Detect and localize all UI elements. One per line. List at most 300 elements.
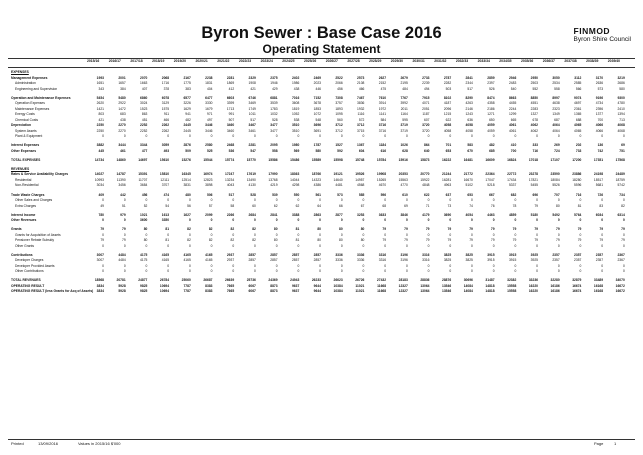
table-cell: 0 [492,243,495,248]
table-cell: 0 [557,263,560,268]
table-cell: 1986 [291,81,300,85]
column-header: 2022/23 [238,59,252,63]
table-cell: 2357 [552,252,560,257]
table-cell: 4175 [140,252,148,257]
table-row [0,134,643,139]
table-cell: 79 [447,227,452,232]
table-cell: 15770 [246,157,256,162]
table-cell: 610 [402,192,408,197]
table-cell: 0 [145,134,148,139]
table-cell: 9825 [140,289,148,294]
table-cell: 80 [556,203,560,208]
table-cell: 2011 [400,106,408,111]
column-header: 2029/30 [390,59,404,63]
table-cell: 3316 [422,258,430,263]
table-cell: 3336 [335,258,343,263]
table-cell: 3825 [465,252,473,257]
table-cell: 24943 [290,278,300,283]
row-label: Contributions [11,252,33,257]
table-cell: 0 [449,232,452,237]
table-cell: 0 [275,243,278,248]
table-cell: 3992 [400,101,408,106]
table-cell: 2281 [226,75,235,80]
table-cell: 548 [315,117,321,122]
table-cell: 1299 [508,112,517,117]
table-row [0,158,643,163]
table-cell: 4068 [617,123,625,128]
table-cell: 0 [601,243,604,248]
table-cell: 7610 [378,95,387,100]
table-cell: 0 [601,198,604,202]
table-cell: 572 [358,117,365,122]
table-cell: 2270 [118,128,126,133]
table-cell: 517 [250,117,256,122]
table-cell: 2244 [508,106,517,111]
table-cell: 79 [534,203,538,208]
table-cell: 11390 [116,177,126,182]
table-cell: 3344 [140,143,148,148]
table-cell: 26639 [225,278,235,283]
table-cell: 2445 [183,128,191,133]
table-cell: 1271 [487,112,495,117]
table-cell: 0 [102,218,104,223]
table-cell: 2238 [205,75,213,80]
table-cell: 0 [319,269,321,274]
table-cell: 2095 [270,143,278,148]
table-cell: 0 [405,218,408,223]
table-cell: 650 [489,117,495,122]
table-cell: 0 [601,218,604,223]
table-cell: 17047 [485,177,495,182]
table-cell: 2877 [335,212,343,217]
column-header: 2031/32 [434,59,447,63]
row-label: Other Revenues [11,218,37,223]
table-cell: 12327 [398,289,408,294]
table-cell: 2066 [335,81,343,85]
table-cell: 4066 [595,128,604,133]
table-cell: 5596 [574,183,582,188]
table-cell: 64 [317,203,321,208]
table-cell: 13064 [420,283,430,288]
table-cell: 1787 [313,143,321,148]
table-cell: 1215 [443,112,452,117]
table-cell: 4058 [443,123,452,128]
table-cell: 7665 [226,283,235,288]
table-cell: 0 [275,269,278,274]
table-cell: 2627 [378,75,387,80]
table-cell: 407 [141,86,148,91]
table-cell: 0 [210,263,213,268]
table-row [0,143,643,148]
table-cell: 56 [187,203,191,208]
table-cell: 0 [297,243,300,248]
table-cell: 670 [467,148,473,153]
row-label: Maintenance Expenses [15,106,50,111]
table-cell: 18568 [94,278,104,283]
row-label: Other Sales and Charges [15,198,53,202]
table-cell: 3316 [378,258,387,263]
table-cell: 81 [295,227,300,232]
table-cell: 79 [382,227,387,232]
table-cell: 2468 [226,143,235,148]
table-row [0,112,643,117]
table-cell: 0 [232,243,235,248]
table-cell: 16672 [615,283,625,288]
table-cell: 79 [621,238,625,243]
table-cell: 9644 [313,289,321,294]
table-cell: 17821 [528,177,538,182]
table-cell: 528 [272,117,278,122]
table-cell: 0 [297,232,300,237]
table-cell: 0 [579,134,582,139]
table-cell: 0 [362,243,365,248]
table-cell: 0 [362,134,365,139]
table-cell: 14640 [333,177,343,182]
row-label: Engineering and Supervision [15,86,58,91]
table-cell: 2252 [140,128,148,133]
table-cell: 9644 [313,283,321,288]
table-cell: 6577 [183,95,191,100]
row-label: Trade Waste Charges [11,192,45,197]
table-cell: 558 [554,86,560,91]
table-cell: 0 [557,243,560,248]
table-cell: 3112 [574,75,582,80]
row-label: Energy Costs [15,112,35,117]
table-cell: 6603 [226,95,235,100]
table-cell: 10384 [333,283,343,288]
table-cell: 0 [492,134,495,139]
table-cell: 14027 [94,172,104,177]
table-cell: 82 [208,227,213,232]
table-cell: 0 [579,263,582,268]
table-cell: 4059 [487,128,495,133]
table-cell: 8663 [508,95,517,100]
table-cell: 25736 [246,278,256,283]
table-cell: 3469 [248,101,256,106]
table-cell: 547 [250,148,256,153]
table-cell: 0 [601,232,604,237]
table-cell: 3846 [400,212,408,217]
table-cell: 526 [489,86,495,91]
table-cell: 79 [621,227,625,232]
table-cell: 0 [319,263,321,268]
table-cell: 780 [98,212,104,217]
table-cell: 4165 [205,258,213,263]
table-cell: 3914 [378,101,387,106]
table-cell: 1327 [530,112,538,117]
table-cell: 11668 [377,289,387,294]
table-cell: 0 [514,218,517,223]
table-cell: 509 [185,148,191,153]
page-subtitle: Operating Statement [262,42,381,56]
table-cell: 0 [145,232,148,237]
table-cell: 3034 [96,183,104,188]
table-cell: 5102 [465,183,473,188]
table-cell: 22364 [485,172,495,177]
table-cell: 4481 [335,183,343,188]
table-cell: 3226 [183,101,191,106]
logo-mark: FINMOD [573,26,611,36]
table-cell: 700 [510,148,517,153]
table-cell: 604 [358,148,365,153]
table-cell: 3024 [140,101,148,106]
table-cell: 12823 [203,177,213,182]
table-cell: 4670 [378,183,387,188]
table-cell: 4165 [183,258,191,263]
table-cell: 0 [210,232,213,237]
table-cell: 3684 [140,183,148,188]
page-number: 1 [614,441,617,446]
table-cell: 10694 [159,283,170,288]
table-cell: 0 [536,232,538,237]
column-header: 2027/28 [347,59,360,63]
table-cell: 8290 [465,95,473,100]
table-cell: 0 [471,198,473,202]
table-cell: 683 [120,112,126,117]
table-cell: 8873 [270,283,278,288]
table-cell: 0 [188,263,191,268]
table-cell: 60 [252,203,256,208]
table-cell: 3316 [422,252,430,257]
table-cell: 23278 [528,172,538,177]
table-cell: 0 [188,269,191,274]
table-cell: 79 [447,238,452,243]
table-cell: 1575 [161,106,170,111]
row-label: Rates & Service Availability Charges [11,172,69,177]
table-cell: 15558 [507,289,517,294]
table-cell: 17619 [246,172,256,177]
table-cell: 16220 [528,289,538,294]
table-cell: 79 [122,238,126,243]
table-cell: 3825 [465,258,473,263]
column-header: 2030/31 [412,59,425,63]
table-cell: 707 [554,192,560,197]
table-cell: 0 [123,134,126,139]
table-cell: 2937 [226,258,235,263]
table-cell: 1365 [574,112,582,117]
table-cell: 0 [232,263,235,268]
table-cell: 1663 [140,81,148,85]
table-cell: 3007 [96,252,104,257]
table-cell: 2108 [357,81,365,85]
table-cell: 701 [445,143,452,148]
table-row [0,193,643,198]
column-header: 2028/29 [369,59,382,63]
row-label: Grants [11,227,22,232]
row-label: Operation Expenses [15,101,45,106]
table-cell: 1627 [183,212,191,217]
table-cell: 584 [380,117,387,122]
table-row [0,96,643,101]
table-cell: 517 [228,192,235,197]
table-cell: 461 [120,148,126,153]
table-cell: 0 [384,243,387,248]
table-cell: 2357 [595,258,604,263]
table-cell: 3446 [205,128,213,133]
table-cell: 0 [384,218,387,223]
table-cell: 14860 [116,157,126,162]
table-cell: 979 [120,212,126,217]
table-cell: 561 [315,192,321,197]
values-note: Values in 2015/16 $'000 [78,441,121,446]
table-cell: 7767 [400,95,408,100]
table-cell: 506 [206,192,213,197]
table-cell: 482 [489,143,495,148]
table-cell: 6067 [248,283,256,288]
table-cell: 343 [98,86,104,91]
table-cell: 8474 [487,95,495,100]
table-cell: 0 [188,134,191,139]
table-cell: 3050 [552,75,560,80]
table-cell: 16168 [593,283,604,288]
table-cell: 0 [275,218,278,223]
table-cell: 0 [427,134,430,139]
table-cell: 30696 [463,278,473,283]
header-rule-bottom [8,67,635,68]
table-cell: 2857 [270,258,278,263]
table-cell: 4358 [487,101,495,106]
table-cell: 0 [340,269,343,274]
column-header: 2024/25 [282,59,295,63]
table-cell: 3915 [487,252,495,257]
table-cell: 76 [490,203,495,208]
table-cell: 18517 [593,177,604,182]
table-cell: 0 [492,263,495,268]
table-cell: 0 [557,134,560,139]
table-cell: 6746 [248,95,256,100]
table-cell: 0 [514,198,517,202]
table-cell: 0 [123,263,126,268]
table-cell: 1972 [378,106,387,111]
row-label: Interest Expenses [11,143,40,148]
table-cell: 0 [340,243,343,248]
table-cell: 2922 [118,101,126,106]
table-cell: 15810 [159,172,170,177]
table-cell: 4780 [617,101,625,106]
table-cell: 333 [532,143,538,148]
table-cell: 640 [423,148,430,153]
table-cell: 0 [427,263,430,268]
table-cell: 0 [145,263,148,268]
table-cell: 7152 [313,95,321,100]
table-row [0,172,643,177]
column-header: 2026/27 [325,59,338,63]
table-cell: 202 [575,143,582,148]
table-cell: 3757 [335,101,343,106]
table-cell: 3915 [508,252,517,257]
table-cell: 540 [510,86,517,91]
table-cell: 3170 [595,75,604,80]
table-cell: 4484 [118,252,126,257]
table-cell: 1072 [313,112,321,117]
table-cell: 4058 [443,128,452,133]
table-cell: 4175 [140,258,148,263]
table-cell: 2580 [205,143,213,148]
table-cell: 2375 [270,75,278,80]
table-cell: 3720 [422,123,430,128]
table-cell: 3715 [357,128,365,133]
table-row [0,244,643,249]
table-cell: 494 [423,86,430,91]
table-cell: 2857 [248,252,256,257]
table-cell: 0 [405,232,408,237]
table-cell: 700 [597,117,604,122]
table-cell: 0 [536,243,538,248]
table-cell: 0 [210,134,213,139]
table-cell: 14787 [116,172,126,177]
table-cell: 0 [471,243,473,248]
table-cell: 15558 [507,283,517,288]
table-row [0,118,643,123]
row-label: Administration [15,81,36,85]
table-cell: 4298 [291,183,300,188]
table-cell: 1367 [357,143,365,148]
table-cell: 1421 [96,106,104,111]
table-cell: 4130 [248,183,256,188]
table-cell: 653 [467,192,473,197]
table-cell: 0 [557,218,560,223]
table-cell: 4058 [465,123,473,128]
table-cell: 0 [405,269,408,274]
table-cell: 12327 [398,283,408,288]
table-cell: 724 [554,148,560,153]
table-cell: 80 [360,238,365,243]
table-cell: 0 [579,269,582,274]
table-cell: 79 [382,238,387,243]
table-cell: 445 [98,148,104,153]
table-cell: 2195 [400,81,408,85]
table-cell: 17247 [225,172,235,177]
table-cell: 0 [340,232,343,237]
table-cell: 0 [471,134,473,139]
table-row [0,253,643,258]
table-cell: 0 [471,218,473,223]
table-cell: 19526 [355,172,365,177]
table-cell: 24198 [593,172,604,177]
table-cell: 31487 [485,278,495,283]
table-row [0,76,643,81]
table-cell: 653 [445,148,452,153]
table-cell: 503 [445,86,452,91]
table-cell: 3696 [313,123,321,128]
table-cell: 5928 [118,289,126,294]
table-cell: 622 [445,117,452,122]
table-row [0,238,643,243]
table-cell: 2503 [530,81,538,85]
table-cell: 26687 [203,278,213,283]
table-cell: 378 [163,86,170,91]
table-cell: 62 [295,203,300,208]
table-cell: 3898 [205,183,213,188]
table-cell: 0 [471,232,473,237]
table-row [0,123,643,128]
table-cell: 3316 [378,252,387,257]
table-cell: 9196 [595,95,604,100]
table-cell: 136 [597,143,604,148]
table-cell: 12514 [181,177,191,182]
table-cell: 6078 [161,95,170,100]
table-cell: 7308 [335,95,343,100]
table-cell: 3336 [357,258,365,263]
table-cell: 0 [340,198,343,202]
table-cell: 10694 [159,289,170,294]
table-cell: 0 [557,232,560,237]
table-cell: 24369 [268,278,278,283]
table-cell: 6860 [140,95,148,100]
table-cell: 580 [315,148,321,153]
table-cell: 0 [579,218,582,223]
table-cell: 16345 [181,172,191,177]
